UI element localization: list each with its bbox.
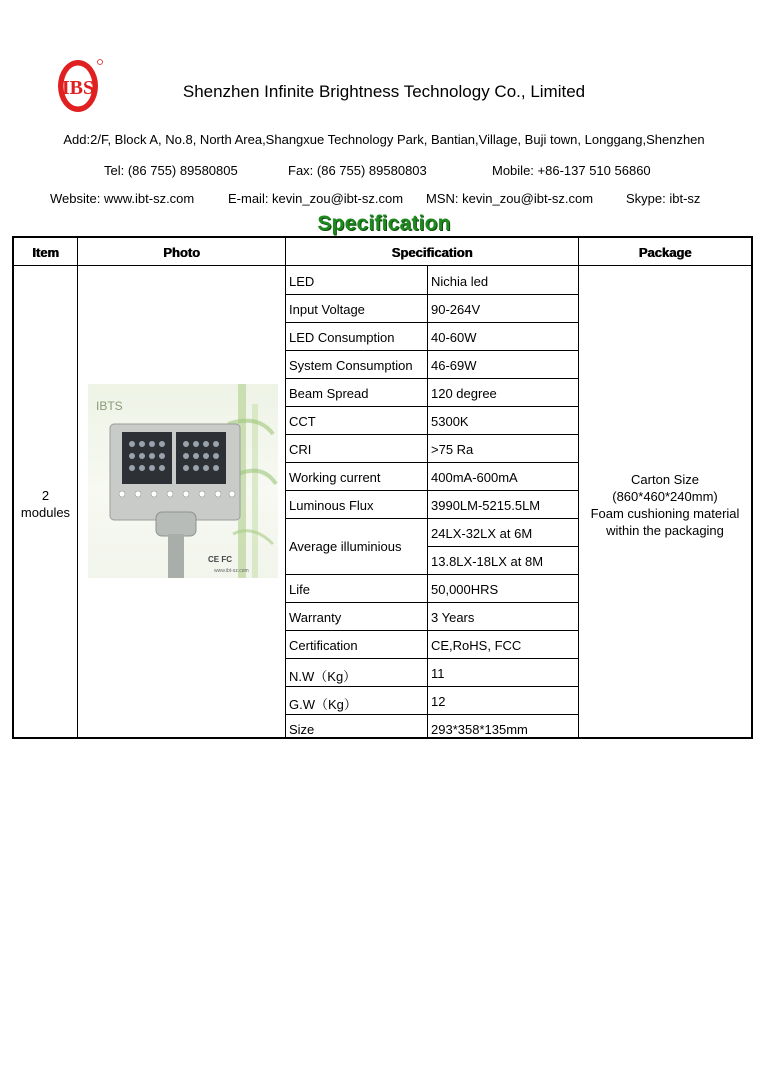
spec-value: 5300K [431, 414, 469, 429]
spec-title: Specification [317, 212, 451, 235]
header-specification: Specification [391, 245, 473, 260]
spec-label: Input Voltage [289, 302, 365, 317]
spec-label: CRI [289, 442, 312, 457]
photo-brand: IBTS [96, 399, 123, 413]
spec-value: 13.8LX-18LX at 8M [431, 554, 544, 569]
spec-label: Certification [289, 638, 358, 653]
package-cell [579, 471, 751, 539]
spec-value: 3 Years [431, 610, 475, 625]
spec-label: Beam Spread [289, 386, 369, 401]
row-rule [285, 574, 579, 575]
photo-url: www.ibt-sz.com [214, 568, 249, 574]
spec-value: CE,RoHS, FCC [431, 638, 522, 653]
spec-label: LED [289, 274, 315, 289]
col-divider [427, 266, 428, 737]
spec-value: >75 Ra [431, 442, 474, 457]
row-rule [285, 518, 579, 519]
row-rule [285, 462, 579, 463]
spec-label: LED Consumption [289, 330, 395, 345]
row-rule [285, 714, 579, 715]
street-light-image [88, 384, 278, 578]
row-rule [285, 686, 579, 687]
row-rule [285, 378, 579, 379]
header-photo: Photo [163, 245, 200, 260]
spec-value: 40-60W [431, 330, 477, 345]
col-divider [77, 238, 78, 737]
spec-value: 11 [431, 666, 445, 681]
company-address: Add:2/F, Block A, No.8, North Area,Shangxue Technology Park, Bantian,Village, Buji town, Longgang,Shenzhen [63, 132, 705, 147]
row-rule [427, 546, 579, 547]
spec-value: Nichia led [431, 274, 489, 289]
spec-value: 400mA-600mA [431, 470, 518, 485]
package-line: Foam cushioning material [590, 506, 740, 521]
package-line: (860*460*240mm) [612, 489, 718, 504]
row-rule [285, 294, 579, 295]
spec-value: 293*358*135mm [431, 722, 528, 737]
spec-value: 46-69W [431, 358, 477, 373]
row-rule [285, 490, 579, 491]
header-package: Package [638, 245, 692, 260]
spec-label: CCT [289, 414, 316, 429]
spec-value: 12 [431, 694, 446, 709]
row-rule [285, 322, 579, 323]
spec-value: 3990LM-5215.5LM [431, 498, 541, 513]
spec-label: Size [289, 722, 315, 737]
spec-value: 120 degree [431, 386, 497, 401]
item-count: 2 [41, 488, 50, 503]
spec-label: Luminous Flux [289, 498, 374, 513]
row-rule [285, 350, 579, 351]
item-unit: modules [20, 505, 71, 520]
website: Website: www.ibt-sz.com [50, 191, 195, 206]
item-cell [14, 487, 77, 521]
row-rule [285, 434, 579, 435]
row-rule [285, 406, 579, 407]
skype: Skype: ibt-sz [626, 191, 701, 206]
spec-label: Life [289, 582, 310, 597]
spec-value: 50,000HRS [431, 582, 499, 597]
spec-label: Warranty [289, 610, 342, 625]
spec-label: N.W（Kg） [289, 669, 357, 684]
spec-label: System Consumption [289, 358, 413, 373]
mobile: Mobile: +86-137 510 56860 [492, 163, 651, 178]
photo-cert-marks: CE FC [208, 555, 232, 564]
row-rule [285, 602, 579, 603]
email: E-mail: kevin_zou@ibt-sz.com [228, 191, 404, 206]
spec-value: 24LX-32LX at 6M [431, 526, 533, 541]
spec-value: 90-264V [431, 302, 481, 317]
package-line: within the packaging [606, 523, 724, 538]
fax: Fax: (86 755) 89580803 [288, 163, 427, 178]
logo-text: IBS [61, 77, 95, 99]
header-item: Item [32, 245, 59, 260]
col-divider [285, 238, 286, 737]
package-line: Carton Size [631, 472, 699, 487]
spec-label: Working current [289, 470, 381, 485]
company-name: Shenzhen Infinite Brightness Technology Co., Limited [182, 82, 586, 101]
tel: Tel: (86 755) 89580805 [104, 163, 238, 178]
product-photo [88, 384, 278, 578]
spec-label: G.W（Kg） [289, 697, 357, 712]
row-rule [285, 630, 579, 631]
spec-label: Average illuminious [289, 539, 402, 554]
row-rule [285, 658, 579, 659]
msn: MSN: kevin_zou@ibt-sz.com [426, 191, 594, 206]
